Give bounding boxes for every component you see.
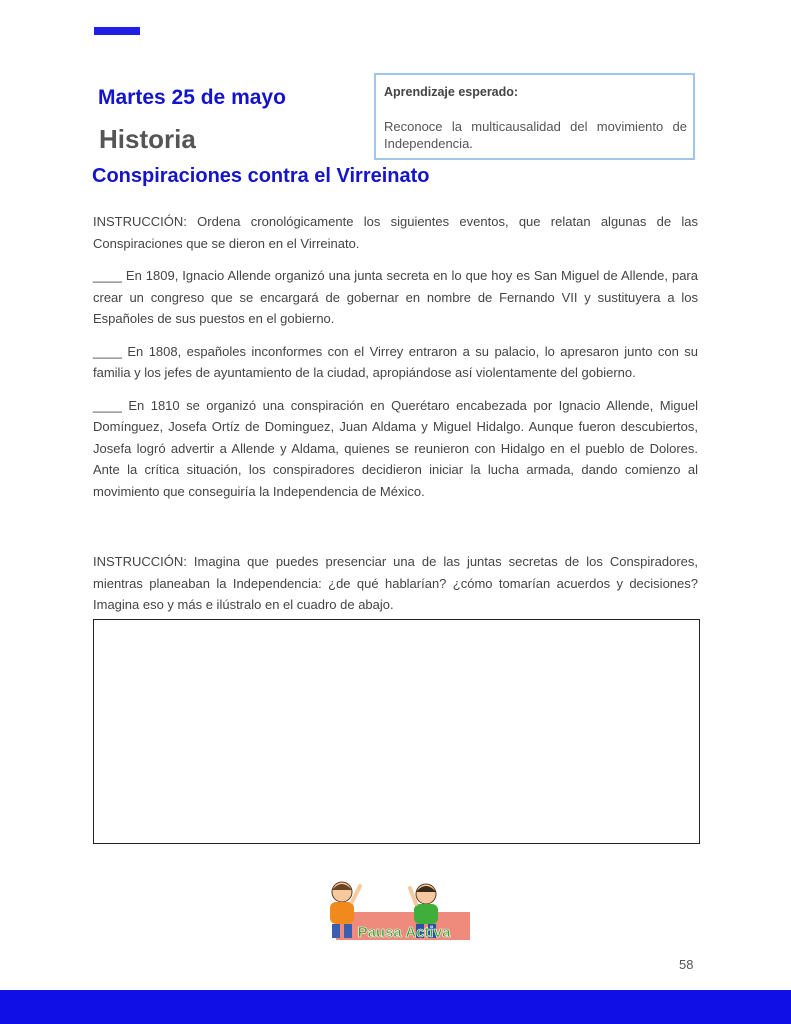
learning-objective-box (374, 73, 695, 160)
top-accent-bar (94, 27, 140, 35)
subject-title: Historia (99, 124, 196, 154)
learning-objective-title: Aprendizaje esperado: (384, 85, 519, 99)
instruction-2: INSTRUCCIÓN: Imagina que puedes presenciar una de las juntas secretas de los Conspiradores, mientras planeaban la Independencia: ¿de qué hablarían? ¿cómo tomarían acuerdos y decisiones? Imagina eso y más e ilústralo en el cuadro de abajo. (93, 554, 698, 612)
pausa-activa-illustration (320, 878, 470, 944)
section-heading: Conspiraciones contra el Virreinato (92, 165, 430, 187)
event-item-3: ____ En 1810 se organizó una conspiración en Querétaro encabezada por Ignacio Allende, Miguel Domínguez, Josefa Ortíz de Dominguez, Juan Aldama y Miguel Hidalgo. Aunque fueron descubiertos, Josefa logró advertir a Allende y Aldama, quienes se reunieron con Hidalgo en el pueblo de Dolores. Ante la crítica situación, los conspiradores decidieron iniciar la lucha armada, dando comienzo al movimiento que conseguiría la Independencia de México. (93, 397, 698, 499)
pausa-activa-label: Pausa Activa (357, 924, 451, 941)
page-number: 58 (679, 957, 694, 972)
event-item-1: ____ En 1809, Ignacio Allende organizó una junta secreta en lo que hoy es San Miguel de Allende, para crear un congreso que se encargará de gobernar en nombre de Fernando VII y sustituyera a los Españoles de sus puestos en el gobierno. (93, 268, 698, 326)
learning-objective-text: Reconoce la multicausalidad del movimiento de Independencia. (384, 119, 687, 151)
main-content (93, 211, 698, 513)
lesson-date: Martes 25 de mayo (98, 86, 286, 109)
instruction-1: INSTRUCCIÓN: Ordena cronológicamente los siguientes eventos, que relatan algunas de las Conspiraciones que se dieron en el Virreinato. (93, 214, 698, 251)
drawing-area[interactable] (93, 619, 700, 844)
bottom-accent-bar (0, 990, 791, 1024)
event-item-2: ____ En 1808, españoles inconformes con el Virrey entraron a su palacio, lo apresaron junto con su familia y los jefes de ayuntamiento de la ciudad, apropiándose así violentamente del gobierno. (93, 343, 698, 380)
